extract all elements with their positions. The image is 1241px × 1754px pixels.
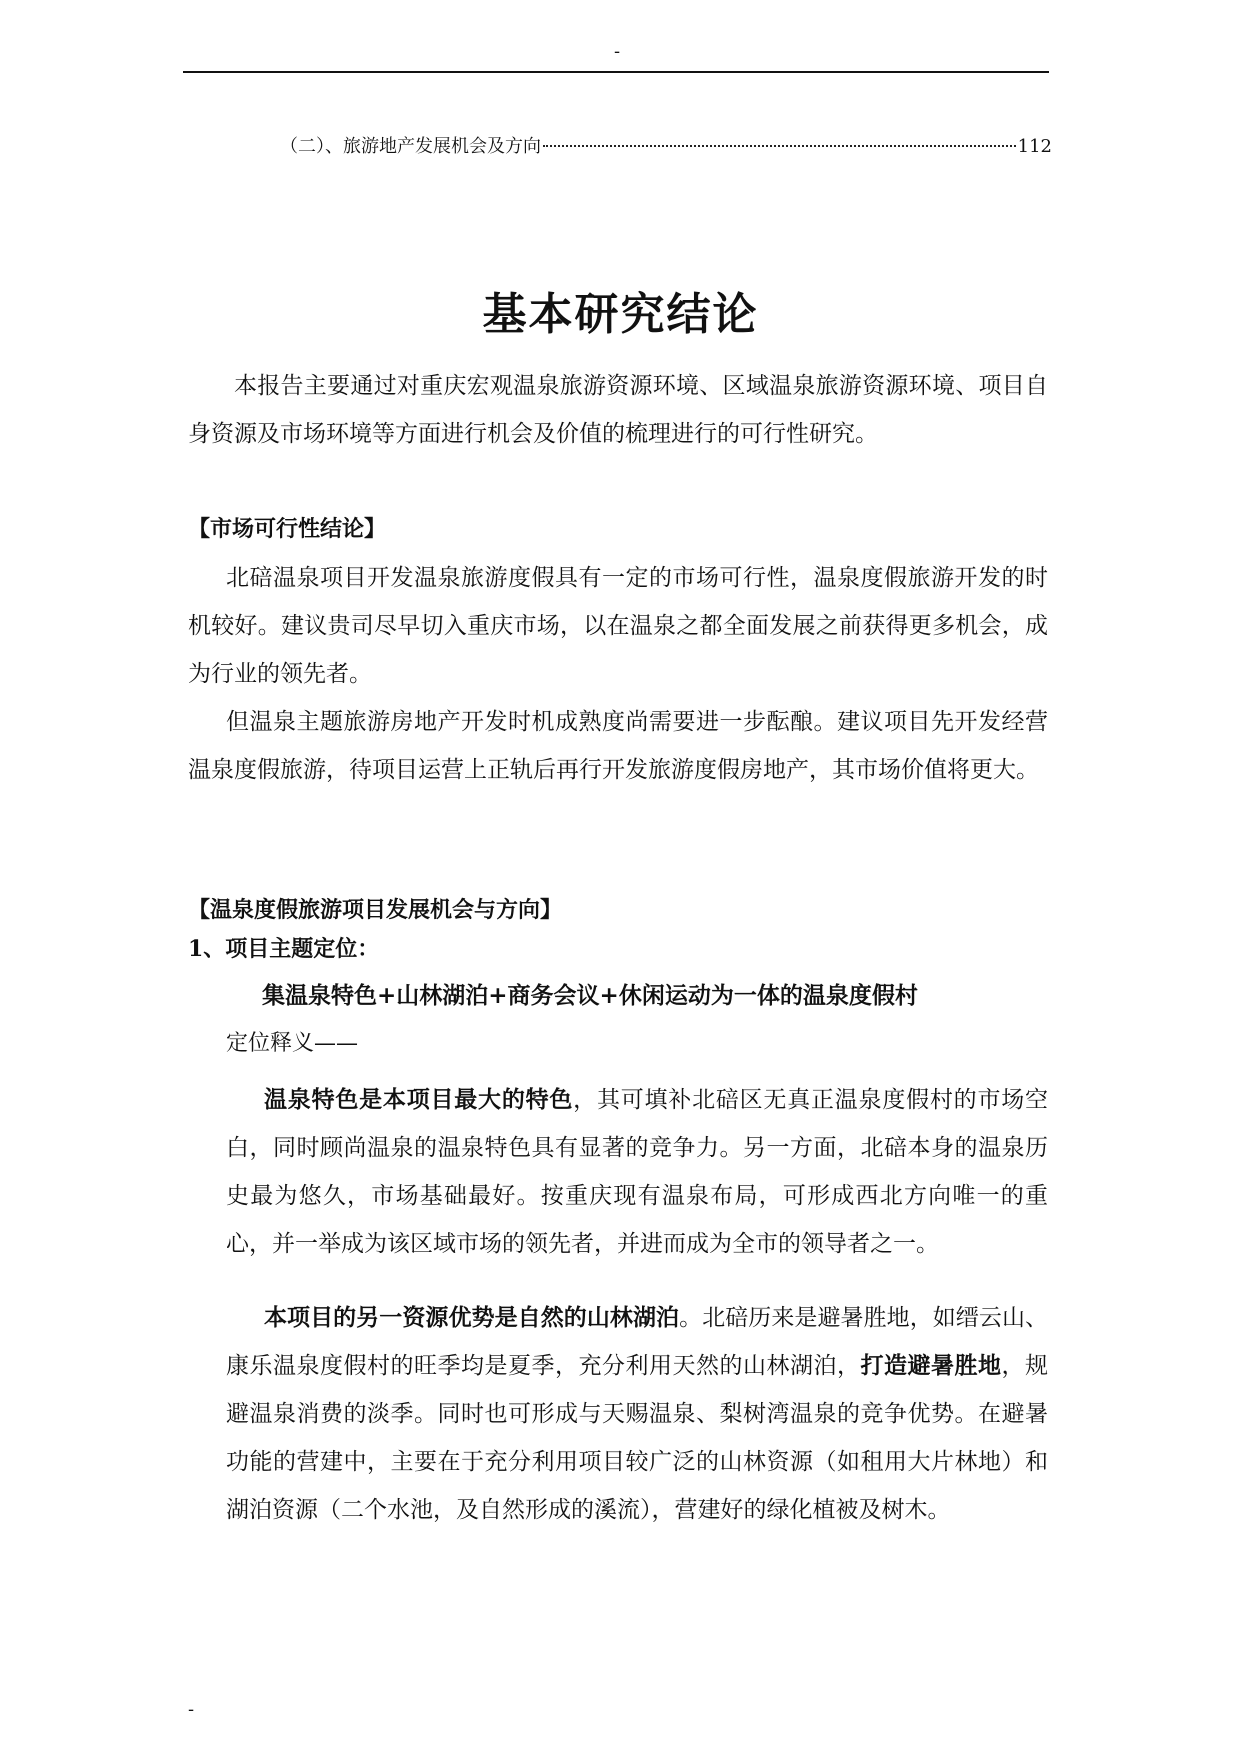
positioning-explanation-label: 定位释义—— — [226, 1031, 359, 1056]
explanation-1-emphasis: 温泉特色是本项目最大的特色 — [264, 1086, 574, 1113]
market-paragraph-1: 北碚温泉项目开发温泉旅游度假具有一定的市场可行性，温泉度假旅游开发的时机较好。建议贵司尽早切入重庆市场，以在温泉之都全面发展之前获得更多机会，成为行业的领先者。 — [188, 565, 1048, 687]
explanation-paragraph-1 — [226, 1076, 1048, 1268]
toc-dot-leader — [543, 145, 1016, 147]
explanation-2-text-a: 。北碚历来是避暑胜地，如缙云山、康乐温泉度假村的旺季均是夏季，充分利用天然的山林湖泊， — [226, 1305, 1049, 1379]
explanation-2-emphasis: 本项目的另一资源优势是自然的山林湖泊 — [264, 1304, 680, 1331]
explanation-2-text-b: ，规避温泉消费的淡季。同时也可形成与天赐温泉、梨树湾温泉的竞争优势。在避暑功能的营建中，主要在于充分利用项目较广泛的山林资源（如租用大片林地）和湖泊资源（二个水池，及自然形成的溪流），营建好的绿化植被及树木。 — [226, 1353, 1048, 1523]
theme-positioning-subheading: 1、项目主题定位： — [188, 936, 380, 962]
toc-entry-text: （二）、旅游地产发展机会及方向 — [280, 136, 541, 157]
toc-entry[interactable] — [280, 134, 1052, 160]
header-rule — [183, 71, 1049, 73]
resort-section-heading: 【温泉度假旅游项目发展机会与方向】 — [188, 897, 563, 923]
explanation-1-text: ，其可填补北碚区无真正温泉度假村的市场空白，同时顾尚温泉的温泉特色具有显著的竞争力。另一方面，北碚本身的温泉历史最为悠久，市场基础最好。按重庆现有温泉布局，可形成西北方向唯一的重心，并一举成为该区域市场的领先者，并进而成为全市的领导者之一。 — [226, 1087, 1048, 1257]
footer-mark: - — [188, 1699, 195, 1720]
explanation-paragraph-2 — [226, 1294, 1048, 1534]
toc-page-number: 112 — [1017, 136, 1052, 157]
explanation-2-emphasis-b: 打造避暑胜地 — [860, 1352, 1002, 1379]
positioning-statement: 集温泉特色+山林湖泊+商务会议+休闲运动为一体的温泉度假村 — [262, 982, 918, 1009]
intro-paragraph: 本报告主要通过对重庆宏观温泉旅游资源环境、区域温泉旅游资源环境、项目自身资源及市场环境等方面进行机会及价值的梳理进行的可行性研究。 — [188, 373, 1048, 447]
market-section-heading: 【市场可行性结论】 — [188, 516, 387, 542]
page-title: 基本研究结论 — [482, 289, 759, 341]
header-mark: - — [614, 41, 621, 62]
market-paragraph-2: 但温泉主题旅游房地产开发时机成熟度尚需要进一步酝酿。建议项目先开发经营温泉度假旅游，待项目运营上正轨后再行开发旅游度假房地产，其市场价值将更大。 — [188, 709, 1048, 783]
